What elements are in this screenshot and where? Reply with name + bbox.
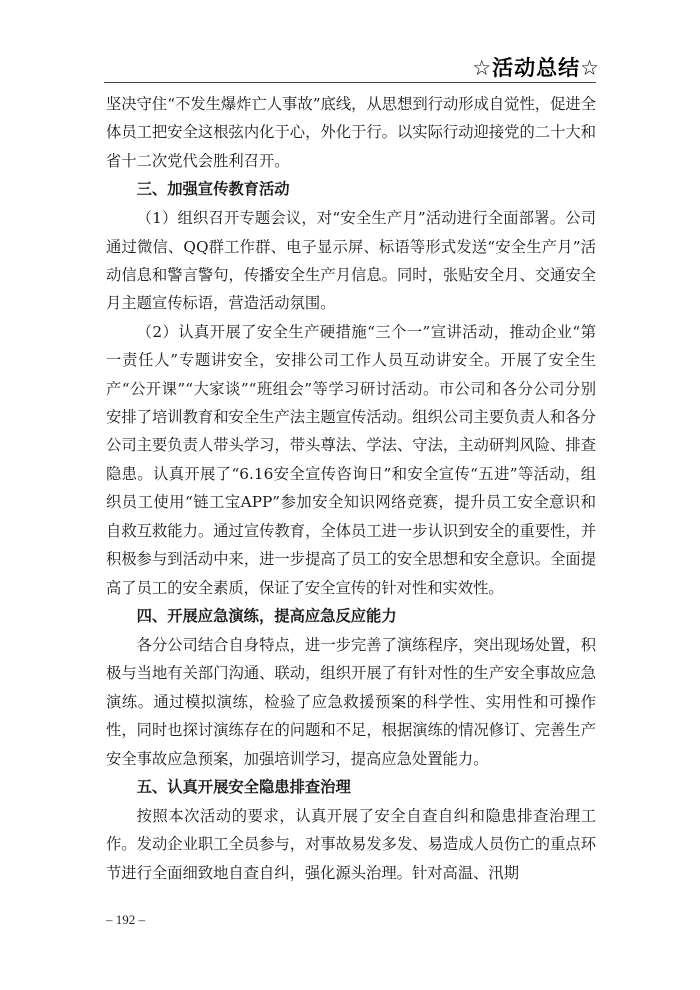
page-number: – 192 – xyxy=(106,912,145,927)
paragraph-drills: 各分公司结合自身特点，进一步完善了演练程序，突出现场处置，积极与当地有关部门沟通、联动，组织开展了有针对性的生产安全事故应急演练。通过模拟演练，检验了应急救援预案的科学性、实用性和可操作性，同时也探讨演练存在的问题和不足，根据演练的情况修订、完善生产安全事故应急预案，加强培训学习，提高应急处置能力。 xyxy=(106,635,596,768)
paragraph-continuation: 坚决守住“不发生爆炸亡人事故”底线，从思想到行动形成自觉性，促进全体员工把安全这根弦内化于心，外化于行。以实际行动迎接党的二十大和省十二次党代会胜利召开。 xyxy=(106,95,596,170)
paragraph-meeting: （1）组织召开专题会议，对“安全生产月”活动进行全面部署。公司通过微信、QQ群工作群、电子显示屏、标语等形式发送“安全生产月”活动信息和警言警句，传播安全生产月信息。同时，张贴安全月、交通安全月主题宣传标语，营造活动氛围。 xyxy=(106,209,596,313)
section-heading-3: 三、加强宣传教育活动 xyxy=(136,180,290,199)
document-body xyxy=(106,90,596,887)
paragraph-hazard-check: 按照本次活动的要求，认真开展了安全自查自纠和隐患排查治理工作。发动企业职工全员参与，对事故易发多发、易造成人员伤亡的重点环节进行全面细致地自查自纠，强化源头治理。针对高温、汛期 xyxy=(106,806,596,882)
header-divider xyxy=(104,82,596,83)
paragraph-publicity: （2）认真开展了安全生产硬措施“三个一”宣讲活动，推动企业“第一责任人”专题讲安全，安排公司工作人员互动讲安全。开展了安全生产“公开课”“大家谈”“班组会”等学习研讨活动。市公司和各分公司分别安排了培训教育和安全生产法主题宣传活动。组织公司主要负责人和各分公司主要负责人带头学习，带头尊法、学法、守法，主动研判风险、排查隐患。认真开展了“6.16安全宣传咨询日”和安全宣传“五进”等活动，组织员工使用“链工宝APP”参加安全知识网络竞赛，提升员工安全意识和自救互救能力。通过宣传教育，全体员工进一步认识到安全的重要性，并积极参与到活动中来，进一步提高了员工的安全思想和安全意识。全面提高了员工的安全素质，保证了安全宣传的针对性和实效性。 xyxy=(106,322,596,597)
section-heading-5: 五、认真开展安全隐患排查治理 xyxy=(136,777,351,796)
page-header-title: ☆活动总结☆ xyxy=(472,56,600,80)
section-heading-4: 四、开展应急演练，提高应急反应能力 xyxy=(136,606,397,625)
